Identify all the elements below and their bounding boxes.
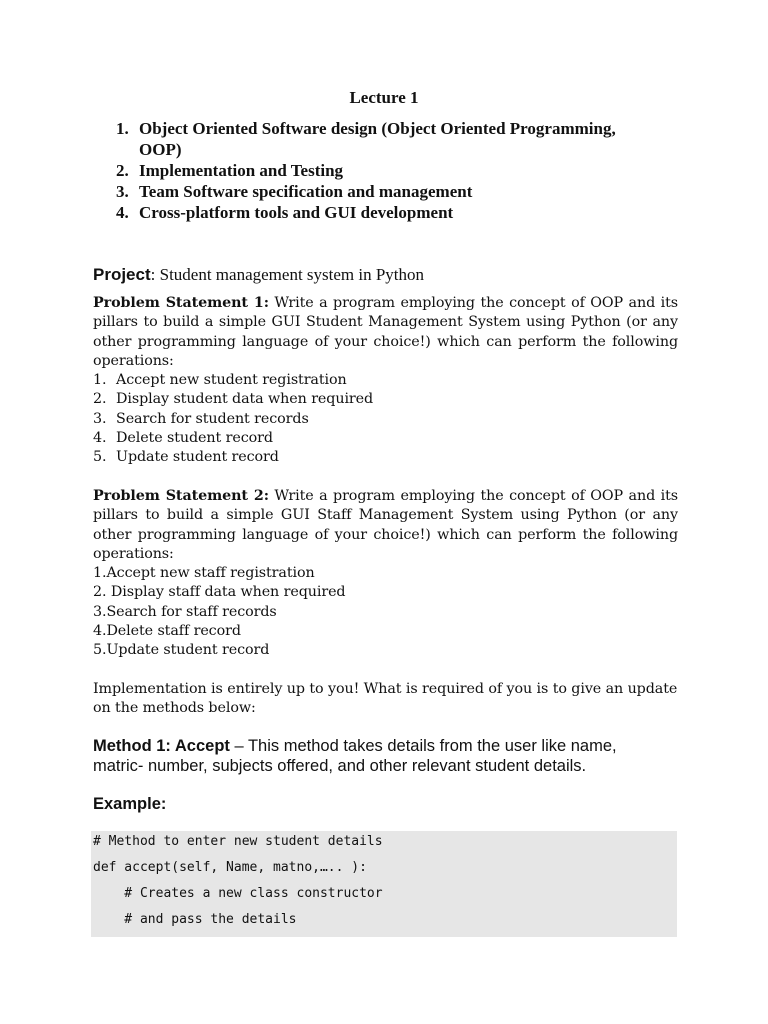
operation-number: 1. xyxy=(93,372,107,389)
operation-text: Update student record xyxy=(116,449,279,466)
operation-number: 3. xyxy=(93,410,107,427)
problem-statement-1-label: Problem Statement 1: xyxy=(93,295,269,311)
topic-text: Object Oriented Software design (Object Oriented Programming, xyxy=(139,119,616,138)
code-line: # and pass the details xyxy=(93,912,297,927)
project-line xyxy=(93,264,693,286)
method-1-description xyxy=(93,736,683,776)
topic-text: Cross-platform tools and GUI development xyxy=(139,203,454,222)
method-1-text-continued: matric- number, subjects offered, and other relevant student details. xyxy=(93,757,587,775)
code-line: # Creates a new class constructor xyxy=(93,886,383,901)
topic-text-continued: OOP) xyxy=(139,140,182,159)
topic-number: 3. xyxy=(116,182,129,201)
problem-statement-2 xyxy=(93,487,678,661)
method-1-label: Method 1: Accept xyxy=(93,737,230,755)
problem-statement-2-operations xyxy=(93,564,678,660)
method-1-text: – This method takes details from the user like name, xyxy=(229,737,617,755)
operation-item xyxy=(93,429,678,448)
project-text: : Student management system in Python xyxy=(150,265,425,284)
operation-text: Delete student record xyxy=(116,430,273,447)
topic-item xyxy=(92,181,682,202)
project-label: Project xyxy=(93,265,151,284)
topics-list xyxy=(92,118,682,223)
problem-statement-2-text: Write a program employing the concept of OOP and its pillars to build a simple GUI Staff Management System using Python (or any other programming language of your choice!) which can perform the following operations: xyxy=(93,488,678,562)
problem-statement-1-operations xyxy=(93,371,678,467)
topic-number: 2. xyxy=(116,161,129,180)
example-heading: Example: xyxy=(93,795,167,813)
topic-item xyxy=(92,202,682,223)
operation-item xyxy=(93,371,678,390)
problem-statement-1-text: Write a program employing the concept of OOP and its pillars to build a simple GUI Student Management System using Python (or any other programming language of your choice!) which can perform the following operations: xyxy=(93,295,678,369)
operation-item: 2. Display staff data when required xyxy=(93,584,346,601)
operation-text: Search for student records xyxy=(116,410,309,427)
operation-item xyxy=(93,448,678,467)
operation-item: 4.Delete staff record xyxy=(93,623,241,640)
topic-text: Implementation and Testing xyxy=(139,161,344,180)
operation-text: Display student data when required xyxy=(116,391,374,408)
code-line: # Method to enter new student details xyxy=(93,834,383,849)
problem-statement-1-paragraph xyxy=(93,294,678,371)
lecture-title: Lecture 1 xyxy=(349,88,419,107)
implementation-paragraph: Implementation is entirely up to you! What is required of you is to give an update on the methods below: xyxy=(93,681,678,717)
topic-item xyxy=(92,160,682,181)
operation-number: 5. xyxy=(93,449,107,466)
topic-number: 4. xyxy=(116,203,129,222)
operation-text: Accept new student registration xyxy=(116,372,347,389)
operation-number: 2. xyxy=(93,391,107,408)
problem-statement-1 xyxy=(93,294,678,468)
operation-item: 5.Update student record xyxy=(93,642,270,659)
operation-number: 4. xyxy=(93,430,107,447)
code-line: def accept(self, Name, matno,….. ): xyxy=(93,860,367,875)
topic-item xyxy=(92,118,682,160)
operation-item: 3.Search for staff records xyxy=(93,603,277,620)
topic-text: Team Software specification and management xyxy=(139,182,473,201)
operation-item xyxy=(93,410,678,429)
operation-item: 1.Accept new staff registration xyxy=(93,565,315,582)
problem-statement-2-label: Problem Statement 2: xyxy=(93,488,269,504)
operation-item xyxy=(93,390,678,409)
topic-number: 1. xyxy=(116,119,129,138)
problem-statement-2-paragraph xyxy=(93,487,678,564)
code-block xyxy=(91,831,677,937)
